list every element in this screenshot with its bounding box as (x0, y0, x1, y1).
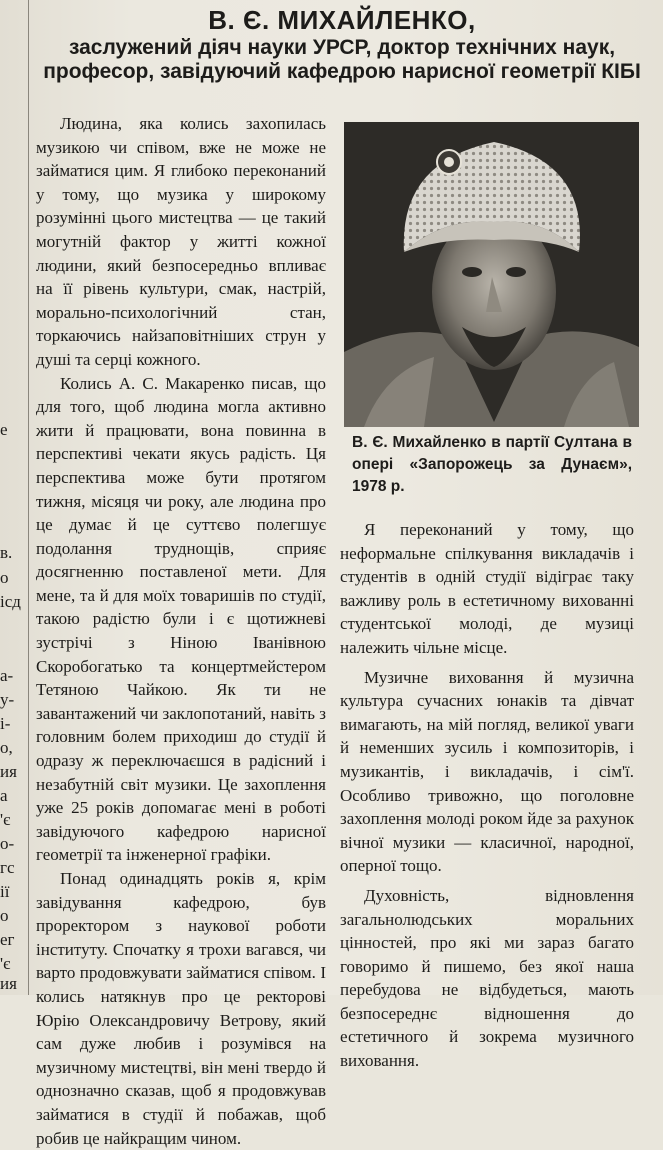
fragment: ії (0, 882, 10, 901)
column-divider (28, 0, 29, 995)
fragment: о (0, 568, 9, 587)
article-header (32, 4, 652, 84)
paragraph: Духовність, відновлення загальнолюдських моральних цінностей, про які ми зараз багато говоримо й пишемо, без якої наша перебудова не відбудеться, мають безпосереднє відношення до естетичного й зокрема музичного виховання. (340, 885, 634, 1071)
article-right-column (340, 518, 634, 1073)
fragment: 'є (0, 810, 11, 829)
author-name: В. Є. МИХАЙЛЕНКО, (208, 5, 476, 35)
fragment: 'є (0, 954, 11, 973)
fragment: в. (0, 543, 13, 562)
fragment: о, (0, 738, 13, 757)
fragment: і- (0, 714, 11, 733)
paragraph: Людина, яка колись захопилась музикою чи співом, вже не може не займатися цим. Я глибоко переконаний у тому, що музика у широкому розумінні цього мистецтва — це такий могутній фактор у житті кожної людини, який безпосередньо впливає на її рівень культури, смак, настрій, морально-психологічний стан, торкаючись найзаповітніших струн у душі та серці кожного. (36, 114, 326, 369)
fragment: а- (0, 666, 14, 685)
fragment: ег (0, 930, 15, 949)
fragment: о (0, 906, 9, 925)
fragment: гс (0, 858, 15, 877)
fragment: ия (0, 974, 17, 993)
portrait-illustration (344, 122, 639, 427)
paragraph: Понад одинадцять років я, крім завідування кафедрою, був проректором з наукової роботи інституту. Спочатку я трохи вагався, чи варто продовжувати займатися співом. І колись натякнув про це ректорові Юрію Олександровичу Ветрову, який сам дуже любив і розумівся на музичному мистецтві, він мені твердо й однозначно сказав, щоб я продовжував займатися в студії й побажав, щоб робив це найкращим чином. (36, 869, 326, 1148)
author-credentials: заслужений діяч науки УРСР, доктор технічних наук, професор, завідуючий кафедрою нарисної геометрії КІБІ (43, 36, 641, 83)
paragraph: Колись А. С. Макаренко писав, що для того, щоб людина могла активно жити й працювати, вона повинна в перспективі чекати якусь радість. Ця перспектива може бути протягом тижня, місяця чи року, але людина про це думає й це суттєво полегшує подолання труднощів, сприяє досягненню поставленої мети. Для мене, та й для моїх товаришів по студії, такою радістю були і є щотижневі зустрічі з Ніною Іванівною Скоробогатько та концертмейстером Тетяною Чайкою. Як ти не завантажений чи заклопотаний, навіть з головним болем приходиш до студії й одразу ж переключаєшся в радісний і незабутній світ музики. Це захоплення уже 25 років допомагає мені в роботі завідуючого кафедрою нарисної геометрії та інженерної графіки. (36, 373, 326, 865)
fragment: ия (0, 762, 17, 781)
paragraph: Музичне виховання й музична культура сучасних юнаків та дівчат вимагають, на мій погляд, великої уваги й неменших зусиль і композиторів, і музикантів, і викладачів, і сім'ї. Особливо тривожно, що поголовне захоплення молоді роком йде за рахунок вічної музики — класичної, народної, оперної тощо. (340, 667, 634, 876)
photo-caption: В. Є. Михайленко в партії Султана в опері «Запорожець за Дунаєм», 1978 р. (352, 434, 632, 495)
portrait-photo (344, 122, 639, 427)
article-left-column (36, 112, 326, 1150)
fragment: а (0, 786, 8, 805)
fragment: ісд (0, 592, 21, 611)
fragment: е (0, 420, 8, 439)
paragraph: Я переконаний у тому, що неформальне спілкування викладачів і студентів в одній студії відіграє таку важливу роль в естетичному вихованні студентської молоді, де музиці належить чільне місце. (340, 520, 634, 657)
fragment: о- (0, 834, 15, 853)
neighbor-column-fragments (0, 0, 28, 995)
fragment: у- (0, 690, 15, 709)
